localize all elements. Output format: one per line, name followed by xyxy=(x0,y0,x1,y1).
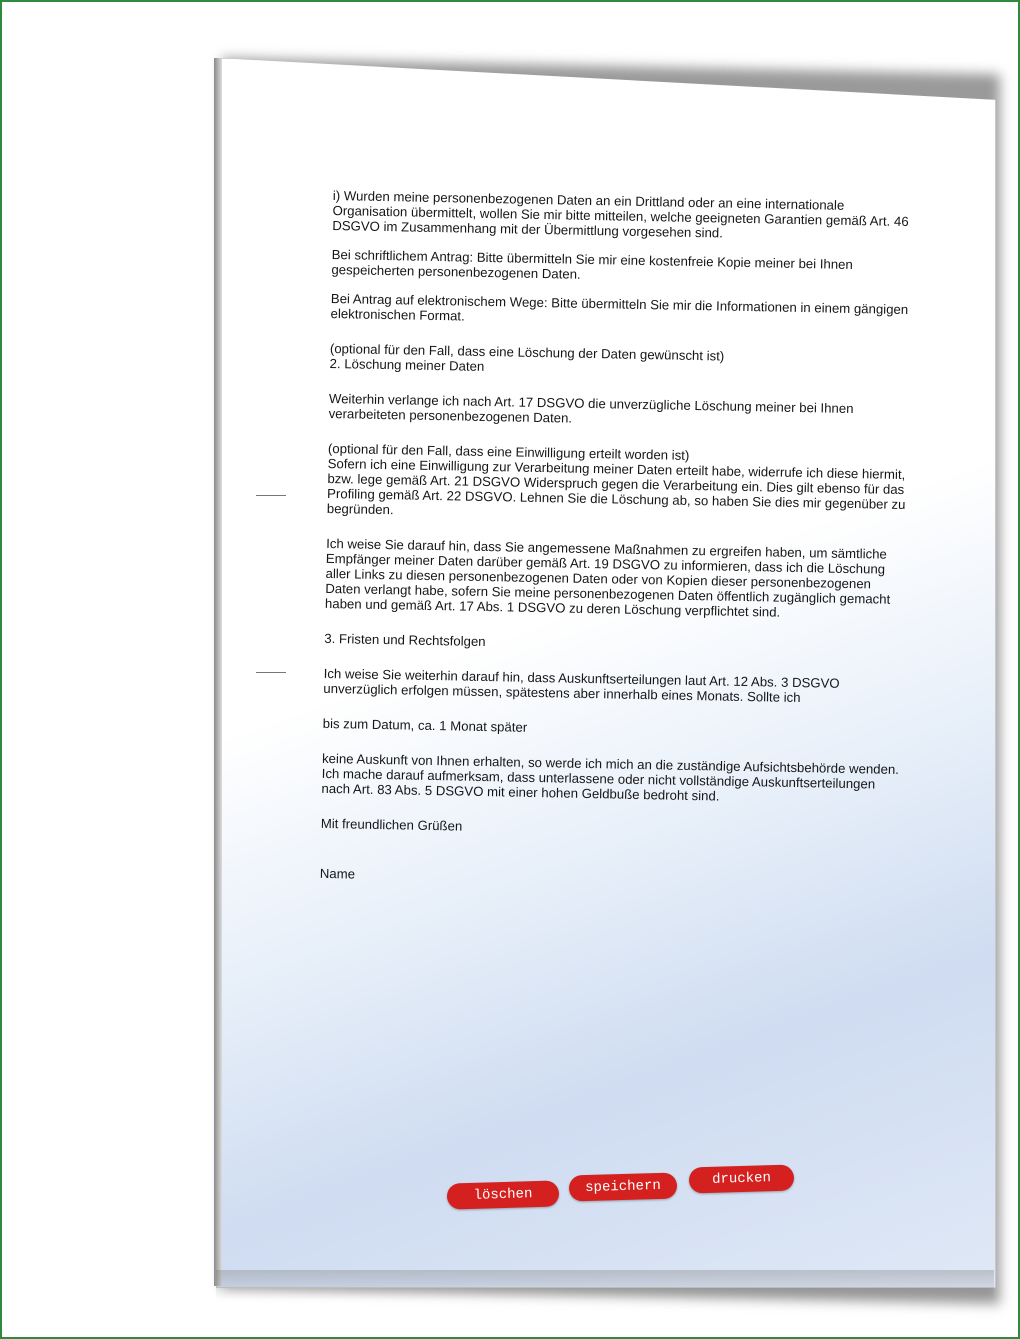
page-edge xyxy=(214,58,222,1286)
fold-mark xyxy=(256,672,286,673)
paragraph-written-request: Bei schriftlichem Antrag: Bitte übermitteln Sie mir eine kostenfreie Kopie meiner bei Ihnen gespeicherten personenbezogenen Daten. xyxy=(331,246,853,282)
signature-name: Name xyxy=(319,865,356,882)
paragraph-deadline-notice: Ich weise Sie weiterhin darauf hin, dass Auskunftserteilungen laut Art. 12 Abs. 3 DSGVO unverzüglich erfolgen müssen, spätestens aber innerhalb eines Monats. Sollte ich xyxy=(323,665,840,706)
paragraph-third-country: i) Wurden meine personenbezogenen Daten an ein Drittland oder an eine internationale Organisation übermittelt, wollen Sie mir bitte mitteilen, welche geeigneten Garantien gemäß Art. 46 DSGVO im Zusammenhang mit der Übermittlung vorgesehen sind. xyxy=(332,188,909,241)
section-heading-deadlines: 3. Fristen und Rechtsfolgen xyxy=(324,630,486,650)
paragraph-recipients-notice: Ich weise Sie darauf hin, dass Sie angemessene Maßnahmen zu ergreifen haben, um sämtliche Empfänger meiner Daten darüber gemäß Art. 19 DSGVO zu informieren, dass ich die Löschung aller Links zu diesen personenbezogenen Daten oder von Kopien dieser personenbezogenen Daten verlangt habe, sofern Sie meine personenbezogenen Daten öffentlich zugänglich gemacht haben und gemäß Art. 17 Abs. 1 DSGVO zu deren Löschung verpflichtet sind. xyxy=(324,535,891,620)
date-placeholder: bis zum Datum, ca. 1 Monat später xyxy=(322,715,528,735)
save-button[interactable]: speichern xyxy=(569,1172,678,1201)
paragraph-consent-withdrawal: (optional für den Fall, dass eine Einwilligung erteilt worden ist) Sofern ich eine Einwilligung zur Verarbeitung meiner Daten erteilt habe, widerrufe ich diese hiermit, bzw. lege gemäß Art. 21 DSGVO Widerspruch gegen die Verarbeitung ein. Dies gilt ebenso für das Profiling gemäß Art. 22 DSGVO. Lehnen Sie die Löschung ab, so haben Sie dies mir gegenüber zu begründen. xyxy=(326,440,906,518)
print-button[interactable]: drucken xyxy=(689,1165,795,1194)
closing-greeting: Mit freundlichen Grüßen xyxy=(320,815,463,834)
delete-button[interactable]: löschen xyxy=(447,1180,560,1209)
letter-body xyxy=(319,188,912,906)
paragraph-consequences: keine Auskunft von Ihnen erhalten, so werde ich mich an die zuständige Aufsichtsbehörde wenden. Ich mache darauf aufmerksam, dass unterlassene oder nicht vollständige Auskunftserteilungen nach Art. 83 Abs. 5 DSGVO mit einer hohen Geldbuße bedroht sind. xyxy=(321,750,900,804)
paragraph-deletion-request: Weiterhin verlange ich nach Art. 17 DSGVO die unverzügliche Löschung meiner bei Ihnen verarbeiteten personenbezogenen Daten. xyxy=(328,390,854,426)
paragraph-deletion-heading: (optional für den Fall, dass eine Löschung der Daten gewünscht ist) 2. Löschung meiner Daten xyxy=(329,340,725,374)
fold-mark xyxy=(256,495,286,496)
page-reflection xyxy=(216,1270,994,1300)
paragraph-electronic-request: Bei Antrag auf elektronischem Wege: Bitte übermitteln Sie mir die Informationen in einem gängigen elektronischen Format. xyxy=(330,290,909,324)
